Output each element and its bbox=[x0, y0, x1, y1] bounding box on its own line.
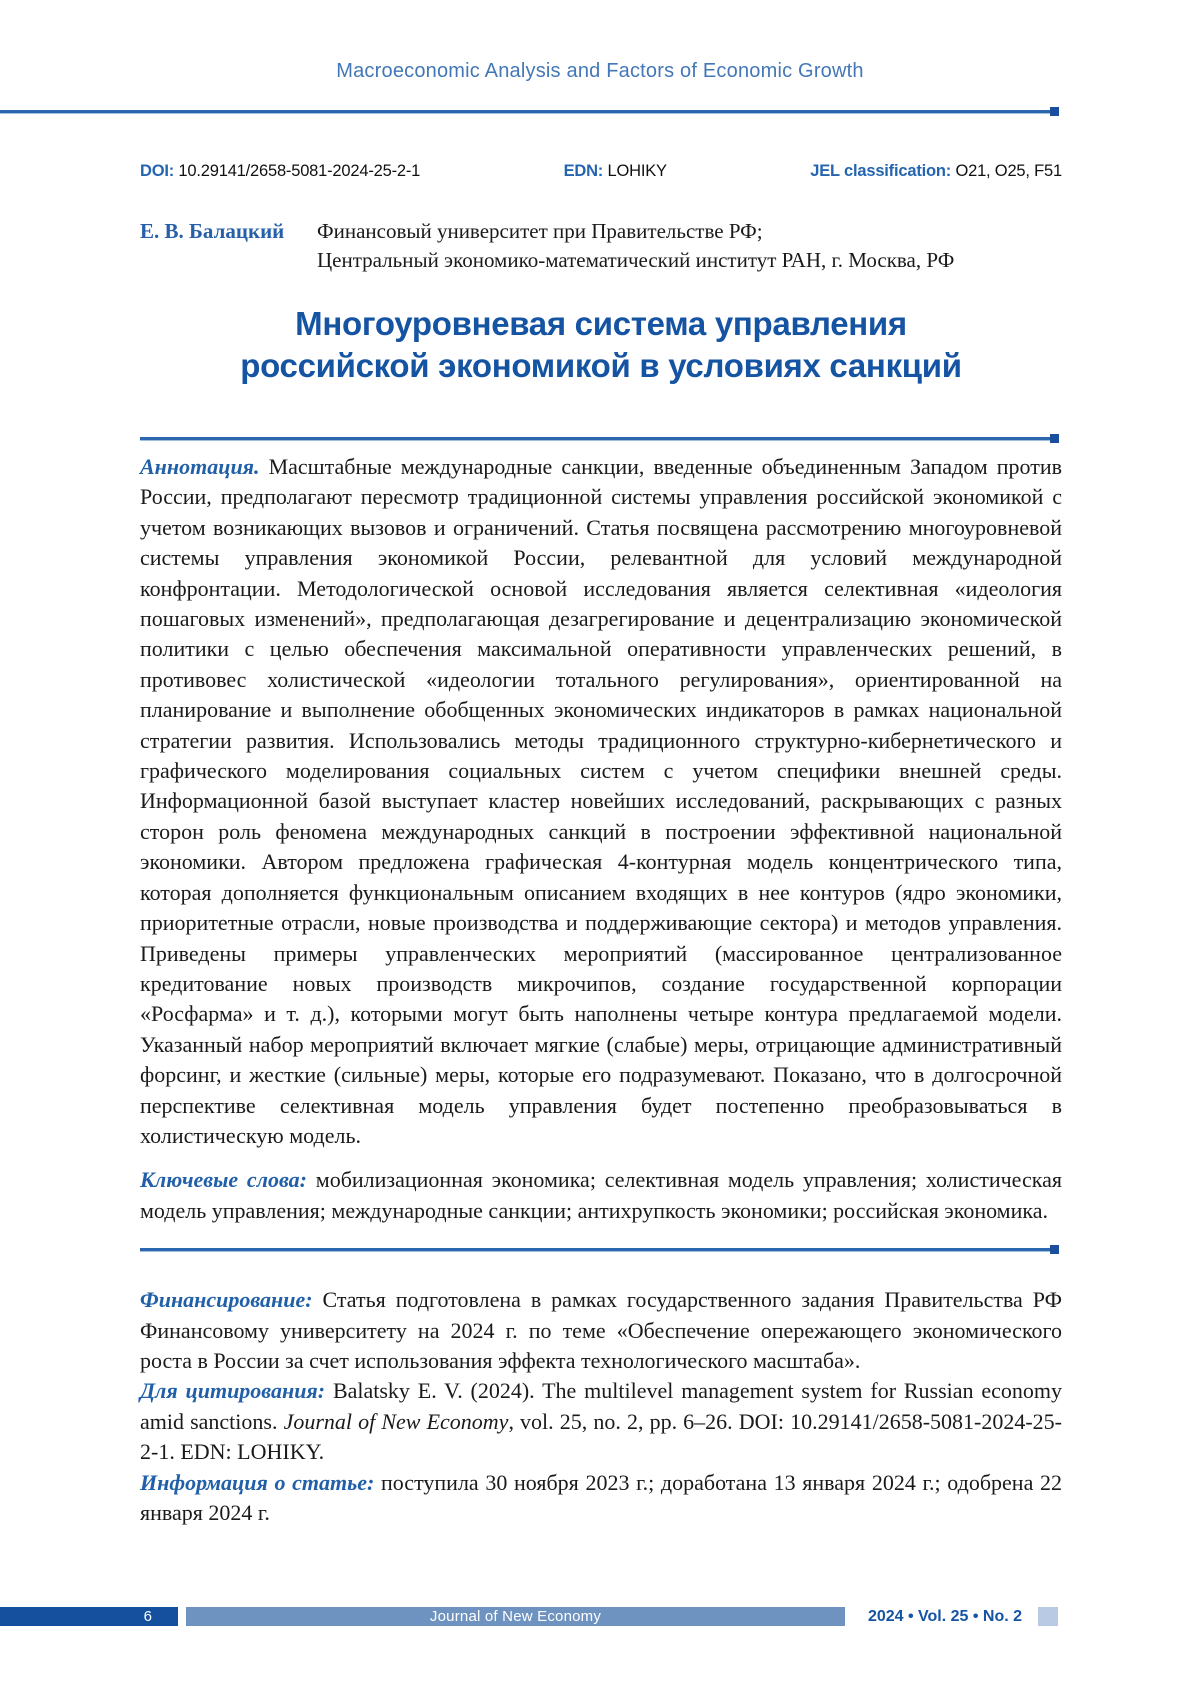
article-meta-row bbox=[140, 162, 1062, 181]
citation-text-before: Balatsky E. V. (2024). The multilevel management system for Russian economy amid sanctions. bbox=[140, 1378, 1063, 1434]
rule-end-square bbox=[1050, 107, 1059, 116]
article-info-label: Информация о статье: bbox=[140, 1469, 375, 1495]
jel-label: JEL classification: bbox=[810, 162, 952, 180]
citation-paragraph bbox=[140, 1376, 1062, 1467]
running-head: Macroeconomic Analysis and Factors of Economic Growth bbox=[336, 60, 864, 82]
author-row bbox=[140, 217, 1062, 275]
author-affiliation bbox=[317, 217, 1062, 275]
funding-text: Статья подготовлена в рамках государственного задания Правительства РФ Финансовому университету на 2024 г. по теме «Обеспечение опережающего экономического роста в России за счет использования эффекта технологического масштаба». bbox=[140, 1287, 1062, 1373]
article-content bbox=[140, 162, 1062, 1528]
funding-label: Финансирование: bbox=[140, 1287, 313, 1313]
citation-text-after: , vol. 25, no. 2, pp. 6–26. DOI: 10.29141/2658-5081-2024-25-2-1. EDN: LOHIKY. bbox=[140, 1408, 1063, 1465]
abstract-text: Масштабные международные санкции, введенные объединенным Западом против России, предполагают пересмотр традиционной системы управления российской экономикой с учетом возникающих вызовов и ограничений. Статья посвящена рассмотрению многоуровневой системы управления экономикой России, релевантной для условий международной конфронтации. Методологической основой исследования является селективная «идеология пошаговых изменений», предполагающая дезагрегирование и децентрализацию экономической политики с целью обеспечения максимальной оперативности управленческих решений, в противовес холистической «идеологии тотального регулирования», ориентированной на планирование и выполнение обобщенных экономических индикаторов в рамках национальной стратегии развития. Использовались методы традиционного структурно-кибернетического и графического моделирования социальных систем с учетом специфики внешней среды. Информационной базой выступает кластер новейших исследований, раскрывающих с разных сторон роль феномена международных санкций в построении эффективной национальной экономики. Автором предложена графическая 4-контурная модель концентрического типа, которая дополняется функциональным описанием входящих в нее контуров (ядро экономики, приоритетные отрасли, новые производства и поддерживающие сектора) и методов управления. Приведены примеры управленческих мероприятий (массированное централизованное кредитование новых производств микрочипов, создание государственной корпорации «Росфарма» и т. д.), которыми могут быть наполнены четыре контура предлагаемой модели. Указанный набор мероприятий включает мягкие (слабые) меры, отрицающие административный форсинг, и жесткие (сильные) меры, которые его подразумевают. Показано, что в долгосрочной перспективе селективная модель управления будет постепенно преобразовываться в холистическую модель. bbox=[140, 454, 1062, 1148]
keywords-label: Ключевые слова: bbox=[140, 1167, 307, 1193]
edn-item bbox=[564, 162, 667, 181]
citation-journal-name: Journal of New Economy bbox=[283, 1408, 509, 1434]
article-service-info bbox=[140, 1285, 1062, 1528]
article-info-paragraph bbox=[140, 1468, 1062, 1529]
keywords-paragraph bbox=[140, 1165, 1062, 1226]
jel-value: O21, O25, F51 bbox=[955, 162, 1062, 180]
page-footer bbox=[0, 1607, 1200, 1626]
edn-value: LOHIKY bbox=[607, 162, 667, 180]
rule-end-square bbox=[1050, 434, 1059, 443]
article-title bbox=[140, 303, 1062, 387]
affiliation-line-1: Финансовый университет при Правительстве РФ; bbox=[317, 219, 763, 243]
jel-item bbox=[810, 162, 1062, 181]
doi-label: DOI: bbox=[140, 162, 175, 180]
doi-value: 10.29141/2658-5081-2024-25-2-1 bbox=[178, 162, 421, 180]
funding-section-rule bbox=[140, 1248, 1056, 1251]
edn-label: EDN: bbox=[563, 162, 604, 180]
footer-issue-info: 2024 • Vol. 25 • No. 2 bbox=[867, 1608, 1023, 1625]
abstract-rule bbox=[140, 437, 1056, 440]
rule-end-square bbox=[1050, 1245, 1059, 1254]
abstract-label: Аннотация. bbox=[140, 454, 260, 479]
affiliation-line-2: Центральный экономико-математический институт РАН, г. Москва, РФ bbox=[317, 248, 955, 272]
keywords-text: мобилизационная экономика; селективная модель управления; холистическая модель управления; международные санкции; антихрупкость экономики; российская экономика. bbox=[140, 1167, 1062, 1223]
doi-item bbox=[140, 162, 420, 181]
author-name: Е. В. Балацкий bbox=[140, 219, 285, 243]
abstract-paragraph bbox=[140, 452, 1062, 1151]
header-rule bbox=[0, 110, 1056, 113]
citation-label: Для цитирования: bbox=[140, 1378, 326, 1404]
footer-accent-square bbox=[1038, 1607, 1058, 1626]
article-title-line-1: Многоуровневая система управления bbox=[295, 305, 907, 342]
article-info-text: поступила 30 ноября 2023 г.; доработана 13 января 2024 г.; одобрена 22 января 2024 г. bbox=[140, 1469, 1062, 1525]
funding-paragraph bbox=[140, 1285, 1062, 1376]
footer-journal-name: Journal of New Economy bbox=[186, 1607, 845, 1626]
article-title-line-2: российской экономикой в условиях санкций bbox=[240, 347, 962, 384]
page-number-box: 6 bbox=[0, 1607, 178, 1626]
